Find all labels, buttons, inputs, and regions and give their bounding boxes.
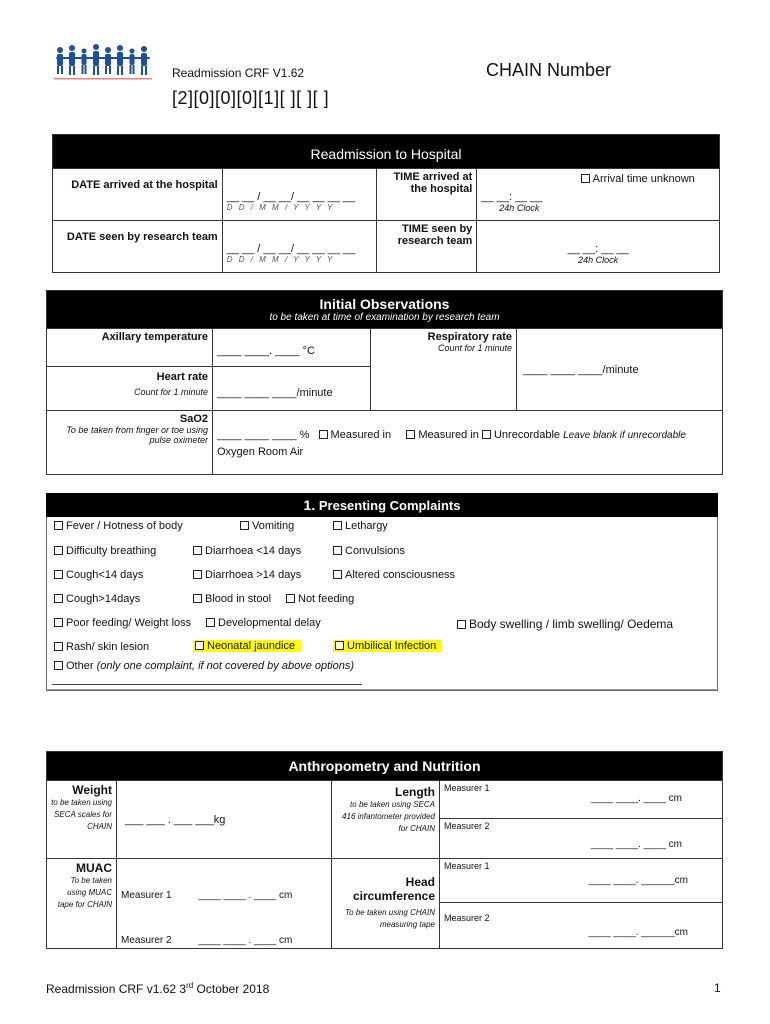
heart-field[interactable]: ____ ____ ____/minute — [213, 367, 371, 411]
date-format-hint: D D / M M / Y Y Y Y — [226, 255, 335, 264]
anthropometry-heading: Anthropometry and Nutrition — [47, 752, 723, 781]
checkbox[interactable] — [319, 430, 328, 439]
sao2-option-unrecordable: Unrecordable — [493, 429, 561, 441]
weight-note: to be taken using SECA scales for CHAIN — [51, 798, 112, 831]
complaint-label: Diarrhoea <14 days — [205, 545, 302, 557]
complaint-label: Altered consciousness — [345, 569, 456, 581]
measurer2-label: Measurer 2 — [444, 821, 490, 831]
date-seen-label: DATE seen by research team — [53, 221, 223, 273]
length-measurer1-cell[interactable] — [440, 781, 723, 819]
sao2-blank[interactable]: ____ ____ ____ % — [217, 429, 310, 441]
footer-date: October 2018 — [193, 982, 270, 996]
date-format-hint: D D / M M / Y Y Y Y — [226, 203, 335, 212]
axillary-field[interactable]: ____ ____. ____ °C — [213, 329, 371, 367]
date-seen-field[interactable] — [222, 221, 377, 273]
observations-header — [47, 291, 723, 329]
weight-label-cell — [47, 781, 117, 859]
complaint-fever[interactable] — [54, 520, 183, 532]
checkbox[interactable] — [54, 618, 63, 627]
measurer2-label: Measurer 2 — [121, 935, 172, 946]
observations-heading: Initial Observations — [319, 296, 450, 312]
complaint-vomiting[interactable] — [240, 520, 294, 532]
muac-note: To be taken using MUAC tape for CHAIN — [57, 876, 112, 909]
complaint-altered-consciousness[interactable] — [333, 569, 455, 581]
checkbox[interactable] — [193, 594, 202, 603]
complaint-label: Rash/ skin lesion — [66, 641, 150, 653]
sao2-label-cell — [47, 411, 213, 475]
complaint-cough-long[interactable] — [54, 593, 140, 605]
complaint-label: Difficulty breathing — [66, 545, 157, 557]
heart-label: Heart rate — [156, 371, 208, 383]
muac-measurer1-cell[interactable] — [117, 859, 332, 903]
checkbox[interactable] — [333, 521, 342, 530]
page-number: 1 — [714, 981, 721, 995]
time-seen-field[interactable] — [477, 221, 720, 273]
sao2-option-measured-1: Measured in — [330, 429, 392, 441]
observations-table — [46, 290, 723, 475]
other-write-in-line[interactable] — [52, 684, 362, 685]
complaint-label: Vomiting — [252, 520, 295, 532]
resp-label: Respiratory rate — [427, 331, 512, 343]
complaint-umbilical-infection[interactable] — [333, 640, 442, 652]
complaint-label: Developmental delay — [218, 617, 321, 629]
resp-note: Count for 1 minute — [437, 343, 512, 353]
muac-label: MUAC — [76, 861, 112, 875]
checkbox[interactable] — [193, 570, 202, 579]
head-note: To be taken using CHAIN measuring tape — [345, 908, 435, 929]
head-label-cell — [332, 859, 440, 949]
date-arrived-blank[interactable]: __ __ / __ __/ __ __ __ __ — [226, 191, 356, 203]
checkbox[interactable] — [286, 594, 295, 603]
checkbox[interactable] — [54, 546, 63, 555]
divider — [46, 689, 718, 690]
complaint-neonatal-jaundice[interactable] — [193, 640, 301, 652]
complaint-lethargy[interactable] — [333, 520, 388, 532]
form-title: Readmission CRF V1.62 — [172, 66, 305, 80]
sao2-label: SaO2 — [179, 413, 208, 425]
length-label-cell — [332, 781, 440, 859]
anthropometry-table — [46, 751, 723, 949]
checkbox[interactable] — [240, 521, 249, 530]
arrival-unknown-label: Arrival time unknown — [592, 173, 695, 185]
complaint-label: Diarrhoea >14 days — [205, 569, 302, 581]
readmission-heading: Readmission to Hospital — [53, 135, 720, 169]
complaint-label: Other — [66, 660, 94, 672]
complaint-label: Poor feeding/ Weight loss — [66, 617, 192, 629]
complaint-label: Convulsions — [345, 545, 405, 557]
weight-label: Weight — [72, 783, 112, 797]
sao2-leave-blank-note: Leave blank if unrecordable — [563, 430, 686, 441]
checkbox[interactable] — [406, 430, 415, 439]
sao2-option-measured-2: Measured in — [418, 429, 479, 441]
head-measurer1-cell[interactable] — [440, 859, 723, 903]
footer-text: Readmission CRF v1.62 3 — [46, 982, 187, 996]
complaint-body-swelling[interactable] — [457, 617, 673, 631]
complaint-label: Fever / Hotness of body — [66, 520, 183, 532]
length-m2-blank[interactable]: ____ ____. ____ cm — [590, 839, 682, 850]
complaint-label: Blood in stool — [205, 593, 272, 605]
resp-label-cell — [371, 329, 517, 411]
checkbox[interactable] — [54, 661, 63, 670]
muac-m1-blank[interactable]: ____ ____ . ____ cm — [198, 889, 293, 901]
checkbox[interactable] — [54, 642, 63, 651]
footer-version — [46, 981, 269, 996]
complaint-rash[interactable] — [54, 641, 149, 653]
time-seen-blank[interactable]: __ __: __ __ — [567, 243, 629, 255]
complaints-number: 1. — [303, 497, 316, 513]
checkbox[interactable] — [335, 641, 344, 650]
complaint-diarrhoea-long[interactable] — [193, 569, 301, 581]
complaint-blood-in-stool[interactable] — [193, 593, 271, 605]
checkbox[interactable] — [206, 618, 215, 627]
length-measurer2-cell[interactable] — [440, 819, 723, 859]
time-arrived-field[interactable] — [477, 169, 577, 221]
length-m1-blank[interactable]: ____ ____. ____ cm — [590, 793, 682, 804]
clock-hint: 24h Clock — [578, 255, 619, 265]
chain-number-field[interactable]: [2][0][0][0][1][ ][ ][ ] — [172, 88, 330, 108]
muac-m2-blank[interactable]: ____ ____ . ____ cm — [198, 935, 293, 946]
muac-label-cell — [47, 859, 117, 949]
weight-field[interactable]: ___ ___ . ___ ___kg — [117, 781, 332, 859]
checkbox[interactable] — [581, 174, 590, 183]
measurer2-label: Measurer 2 — [444, 913, 490, 923]
complaint-label: Not feeding — [298, 593, 355, 605]
axillary-label: Axillary temperature — [47, 329, 213, 367]
measurer1-label: Measurer 1 — [444, 783, 490, 793]
heart-note: Count for 1 minute — [133, 387, 208, 397]
complaint-diarrhoea-short[interactable] — [193, 545, 301, 557]
complaint-poor-feeding[interactable] — [54, 617, 191, 629]
complaint-developmental-delay[interactable] — [206, 617, 321, 629]
muac-measurer2-cell[interactable] — [117, 903, 332, 949]
heart-label-cell — [47, 367, 213, 411]
readmission-table — [52, 134, 720, 273]
clock-hint: 24h Clock — [499, 203, 540, 213]
checkbox[interactable] — [333, 546, 342, 555]
date-arrived-label: DATE arrived at the hospital — [53, 169, 223, 221]
complaints-heading-bar — [46, 493, 718, 517]
checkbox[interactable] — [482, 430, 491, 439]
time-arrived-blank[interactable]: __ __: __ __ — [481, 191, 543, 203]
complaint-convulsions[interactable] — [333, 545, 405, 557]
checkbox[interactable] — [54, 594, 63, 603]
arrival-unknown-option[interactable] — [577, 169, 720, 221]
complaint-label: Umbilical Infection — [347, 640, 437, 652]
complaint-label: Neonatal jaundice — [207, 640, 296, 652]
time-arrived-label: TIME arrived at the hospital — [377, 169, 477, 221]
checkbox[interactable] — [54, 521, 63, 530]
complaints-heading: Presenting Complaints — [318, 498, 461, 513]
date-arrived-field[interactable] — [222, 169, 377, 221]
head-m1-blank[interactable]: ____ ____. ______cm — [588, 875, 688, 886]
time-seen-label: TIME seen by research team — [377, 221, 477, 273]
sao2-oxygen-room-air: Oxygen Room Air — [217, 446, 304, 458]
complaint-difficulty-breathing[interactable] — [54, 545, 156, 557]
observations-subheading: to be taken at time of examination by research team — [269, 312, 500, 323]
other-note: (only one complaint, if not covered by above options) — [96, 660, 355, 672]
checkbox[interactable] — [54, 570, 63, 579]
complaint-label: Body swelling / limb swelling/ Oedema — [469, 617, 674, 631]
chain-number-label: CHAIN Number — [486, 60, 612, 80]
checkbox[interactable] — [193, 546, 202, 555]
complaint-label: Cough>14days — [66, 593, 141, 605]
head-label: Head circumference — [352, 875, 435, 903]
date-seen-blank[interactable]: __ __ / __ __/ __ __ __ __ — [226, 243, 356, 255]
complaint-label: Cough<14 days — [66, 569, 144, 581]
head-measurer2-cell[interactable] — [440, 903, 723, 949]
resp-field[interactable]: ____ ____ ____/minute — [517, 329, 723, 411]
complaint-not-feeding[interactable] — [286, 593, 354, 605]
measurer1-label: Measurer 1 — [121, 889, 172, 901]
length-label: Length — [395, 785, 435, 799]
length-note: to be taken using SECA 416 infantometer provided for CHAIN — [342, 800, 435, 833]
footer-sup: rd — [186, 981, 194, 990]
complaint-cough-short[interactable] — [54, 569, 143, 581]
head-m2-blank[interactable]: ____ ____. ______cm — [588, 927, 688, 938]
measurer1-label: Measurer 1 — [444, 861, 490, 871]
complaint-other[interactable] — [54, 660, 354, 672]
chain-logo — [52, 42, 156, 82]
checkbox[interactable] — [457, 620, 466, 629]
sao2-field[interactable] — [213, 411, 723, 475]
checkbox[interactable] — [333, 570, 342, 579]
checkbox[interactable] — [195, 641, 204, 650]
sao2-note: To be taken from finger or toe using pulse oximeter — [66, 425, 208, 445]
complaint-label: Lethargy — [345, 520, 388, 532]
